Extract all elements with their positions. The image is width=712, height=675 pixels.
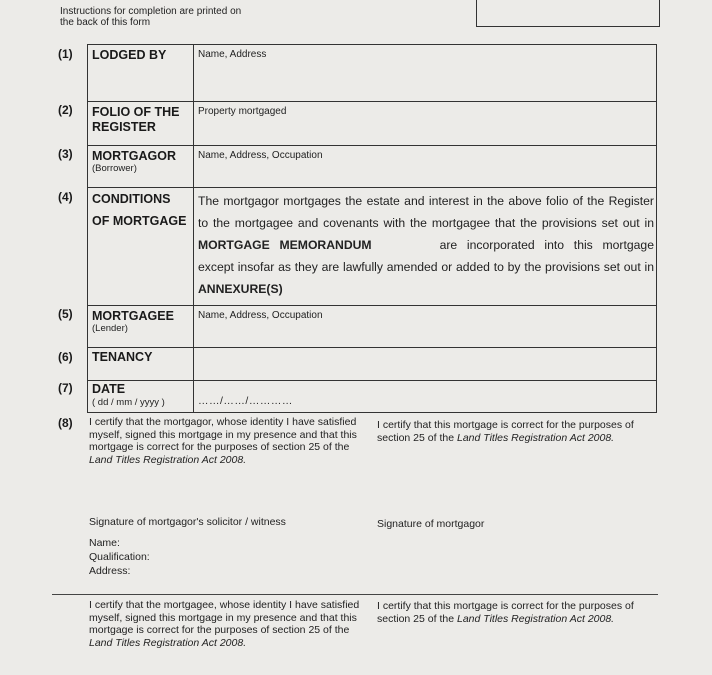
row-sublabel: (Borrower) <box>92 163 137 174</box>
row-sublabel: ( dd / mm / yyyy ) <box>92 397 165 408</box>
row-mortgagee <box>87 305 657 347</box>
row-label: MORTGAGOR <box>92 149 177 163</box>
office-use-box <box>476 0 660 27</box>
act-name: Land Titles Registration Act 2008. <box>89 453 247 466</box>
row-number: (6) <box>58 350 73 364</box>
witness-certification <box>89 416 371 466</box>
row-conditions <box>87 187 657 305</box>
instructions-note <box>60 6 241 28</box>
row-number: (1) <box>58 47 73 61</box>
mortgage-memorandum: MORTGAGE MEMORANDUM <box>198 238 372 252</box>
row-date <box>87 380 657 413</box>
row-number: (3) <box>58 147 73 161</box>
row-number: (4) <box>58 190 73 204</box>
witness-address-label[interactable]: Address: <box>89 565 131 577</box>
row-label: DATE <box>92 382 126 396</box>
label-line: REGISTER <box>92 120 156 134</box>
mortgagor-cert-text: I certify that this mortgage is correct for the purposes of section 25 of the <box>377 419 634 444</box>
mortgagee-cert-text: I certify that this mortgage is correct for the purposes of section 25 of the <box>377 600 634 625</box>
witness-cert-text: I certify that the mortgagor, whose identity I have satisfied myself, signed this mortgage in my presence and that this mortgage is correct for the purposes of section 25 of the <box>89 416 357 453</box>
mortgagee-field[interactable]: Name, Address, Occupation <box>198 310 323 321</box>
label-line: CONDITIONS <box>92 192 171 206</box>
row-label <box>92 105 180 135</box>
conditions-part-1: The mortgagor mortgages the estate and interest in the above folio of the Register to the mortgagee and covenants with the mortgagee that the provisions set out in <box>198 194 654 230</box>
row-tenancy <box>87 347 657 380</box>
folio-field[interactable]: Property mortgaged <box>198 106 287 117</box>
row-label: LODGED BY <box>92 48 167 62</box>
row-lodged-by <box>87 44 657 101</box>
act-name: Land Titles Registration Act 2008. <box>456 431 615 444</box>
annexures: ANNEXURE(S) <box>198 282 283 296</box>
row-label <box>92 188 186 232</box>
row-label: TENANCY <box>92 350 153 364</box>
witness-signature-label[interactable]: Signature of mortgagor's solicitor / witness <box>89 516 286 528</box>
row-number: (5) <box>58 307 73 321</box>
mortgagee-witness-cert-text: I certify that the mortgagee, whose identity I have satisfied myself, signed this mortgage in my presence and that this mortgage is correct for the purposes of section 25 of the <box>89 599 360 636</box>
divider <box>52 594 658 595</box>
instructions-line-2: the back of this form <box>60 17 151 28</box>
act-name: Land Titles Registration Act 2008. <box>89 636 247 649</box>
witness-qualification-label[interactable]: Qualification: <box>89 551 150 563</box>
row-number: (7) <box>58 381 73 395</box>
witness-name-label[interactable]: Name: <box>89 537 120 549</box>
label-line: OF MORTGAGE <box>92 214 187 228</box>
mortgagor-certification <box>377 419 657 444</box>
conditions-text <box>198 190 654 300</box>
row-folio <box>87 101 657 145</box>
label-line: FOLIO OF THE <box>92 105 180 119</box>
date-field[interactable]: ……/……/………… <box>198 395 293 407</box>
row-sublabel: (Lender) <box>92 323 128 334</box>
conditions-part-2: are incorporated into this mortgage except insofar as they are lawfully amended or added to by the provisions set out in <box>198 238 654 274</box>
row-number: (2) <box>58 103 73 117</box>
mortgagor-signature-label[interactable]: Signature of mortgagor <box>377 518 485 530</box>
instructions-line-1: Instructions for completion are printed on <box>60 6 242 17</box>
row-mortgagor <box>87 145 657 187</box>
act-name: Land Titles Registration Act 2008. <box>456 612 615 625</box>
mortgagee-certification <box>377 600 657 625</box>
mortgagor-field[interactable]: Name, Address, Occupation <box>198 150 323 161</box>
lodged-by-field[interactable]: Name, Address <box>198 49 267 60</box>
mortgagee-witness-certification <box>89 599 371 649</box>
row-label: MORTGAGEE <box>92 309 174 323</box>
witness-details <box>89 536 150 578</box>
row-number: (8) <box>58 416 73 430</box>
